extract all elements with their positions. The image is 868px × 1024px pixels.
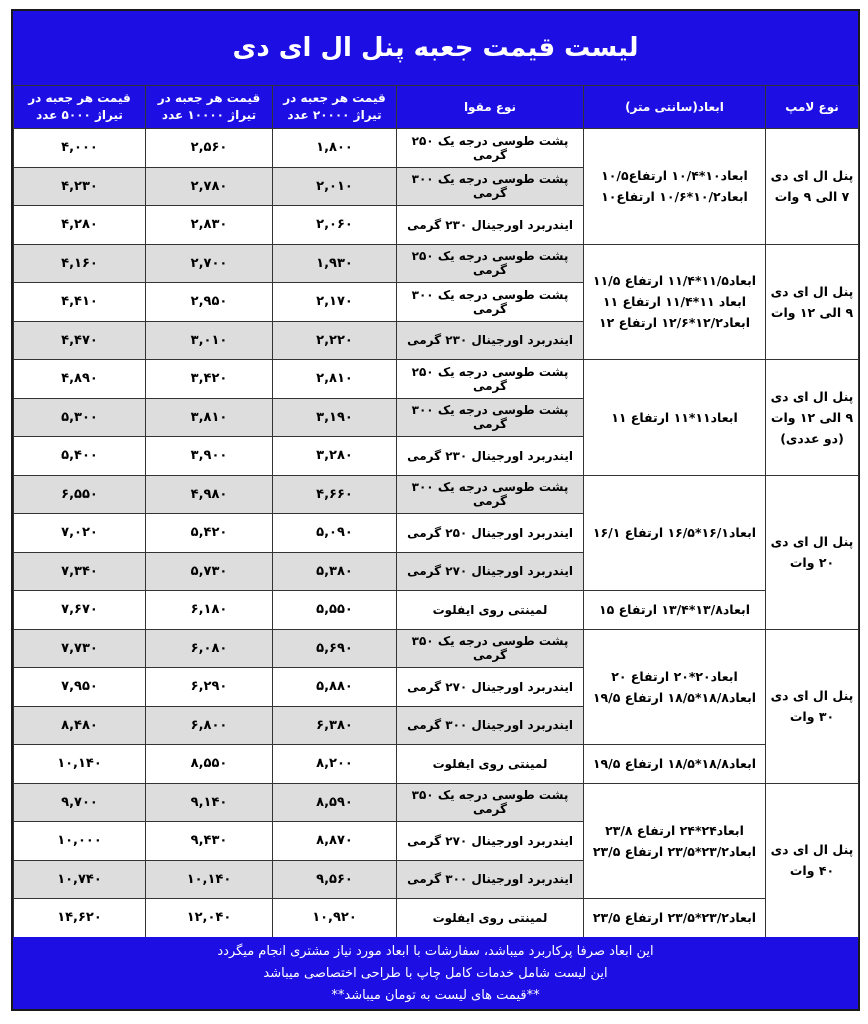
- price-10000-cell: ۴,۹۸۰: [146, 475, 273, 514]
- header-price-10000: قیمت هر جعبه در تیراژ ۱۰۰۰۰ عدد: [146, 86, 273, 129]
- table-row: [14, 244, 859, 283]
- price-10000-cell: ۲,۹۵۰: [146, 283, 273, 322]
- lamp-type-cell: پنل ال ای دی ۹ الی ۱۲ وات (دو عددی): [766, 360, 859, 476]
- dimensions-cell: ابعاد۱۱/۵*۱۱/۴ ارتفاع ۱۱/۵ ابعاد ۱۱*۱۱/۴ ارتفاع ۱۱ ابعاد۱۲/۲*۱۲/۶ ارتفاع ۱۲: [584, 244, 766, 360]
- price-10000-cell: ۶,۲۹۰: [146, 668, 273, 707]
- material-cell: ایندربرد اورجینال ۲۳۰ گرمی: [397, 206, 584, 245]
- material-cell: ایندربرد اورجینال ۲۷۰ گرمی: [397, 552, 584, 591]
- price-10000-cell: ۲,۵۶۰: [146, 129, 273, 168]
- price-20000-cell: ۸,۸۷۰: [273, 822, 397, 861]
- price-5000-cell: ۴,۲۳۰: [14, 167, 146, 206]
- price-20000-cell: ۵,۰۹۰: [273, 514, 397, 553]
- price-20000-cell: ۸,۵۹۰: [273, 783, 397, 822]
- price-20000-cell: ۵,۳۸۰: [273, 552, 397, 591]
- material-cell: پشت طوسی درجه یک ۳۰۰ گرمی: [397, 167, 584, 206]
- price-20000-cell: ۲,۸۱۰: [273, 360, 397, 399]
- price-5000-cell: ۱۰,۱۴۰: [14, 745, 146, 784]
- table-row: [14, 629, 859, 668]
- material-cell: پشت طوسی درجه یک ۳۰۰ گرمی: [397, 283, 584, 322]
- price-20000-cell: ۱,۹۳۰: [273, 244, 397, 283]
- material-cell: ایندربرد اورجینال ۲۷۰ گرمی: [397, 822, 584, 861]
- price-10000-cell: ۳,۹۰۰: [146, 437, 273, 476]
- price-5000-cell: ۷,۳۴۰: [14, 552, 146, 591]
- dimensions-cell: ابعاد۱۳/۸*۱۳/۴ ارتفاع ۱۵: [584, 591, 766, 630]
- lamp-type-cell: پنل ال ای دی ۷ الی ۹ وات: [766, 129, 859, 245]
- footer-note-services: این لیست شامل خدمات کامل چاپ با طراحی اختصاصی میباشد: [263, 966, 608, 981]
- price-10000-cell: ۱۲,۰۴۰: [146, 899, 273, 938]
- dimensions-cell: ابعاد۲۳/۲*۲۳/۵ ارتفاع ۲۳/۵: [584, 899, 766, 938]
- material-cell: لمینتی روی ایفلوت: [397, 591, 584, 630]
- price-20000-cell: ۱,۸۰۰: [273, 129, 397, 168]
- price-10000-cell: ۱۰,۱۴۰: [146, 860, 273, 899]
- dimensions-cell: ابعاد۱۰*۱۰/۴ ارتفاع۱۰/۵ ابعاد۱۰/۲*۱۰/۶ ارتفاع۱۰: [584, 129, 766, 245]
- price-5000-cell: ۱۰,۰۰۰: [14, 822, 146, 861]
- price-20000-cell: ۲,۰۶۰: [273, 206, 397, 245]
- price-20000-cell: ۹,۵۶۰: [273, 860, 397, 899]
- lamp-type-cell: پنل ال ای دی ۲۰ وات: [766, 475, 859, 629]
- dimensions-cell: ابعاد۲۴*۲۴ ارتفاع ۲۳/۸ ابعاد۲۳/۲*۲۳/۵ ارتفاع ۲۳/۵: [584, 783, 766, 899]
- material-cell: پشت طوسی درجه یک ۳۰۰ گرمی: [397, 398, 584, 437]
- price-5000-cell: ۵,۳۰۰: [14, 398, 146, 437]
- price-10000-cell: ۳,۸۱۰: [146, 398, 273, 437]
- price-20000-cell: ۳,۲۸۰: [273, 437, 397, 476]
- price-5000-cell: ۱۰,۷۴۰: [14, 860, 146, 899]
- price-10000-cell: ۹,۱۴۰: [146, 783, 273, 822]
- material-cell: پشت طوسی درجه یک ۳۵۰ گرمی: [397, 783, 584, 822]
- price-10000-cell: ۹,۴۳۰: [146, 822, 273, 861]
- material-cell: ایندربرد اورجینال ۳۰۰ گرمی: [397, 860, 584, 899]
- price-20000-cell: ۳,۱۹۰: [273, 398, 397, 437]
- table-row: [14, 475, 859, 514]
- price-20000-cell: ۵,۸۸۰: [273, 668, 397, 707]
- price-5000-cell: ۷,۰۲۰: [14, 514, 146, 553]
- price-20000-cell: ۵,۵۵۰: [273, 591, 397, 630]
- material-cell: لمینتی روی ایفلوت: [397, 745, 584, 784]
- price-10000-cell: ۵,۷۳۰: [146, 552, 273, 591]
- footer-note-dimensions: این ابعاد صرفا پرکاربرد میباشد، سفارشات با ابعاد مورد نیاز مشتری انجام میگردد: [217, 944, 654, 959]
- price-5000-cell: ۵,۴۰۰: [14, 437, 146, 476]
- material-cell: لمینتی روی ایفلوت: [397, 899, 584, 938]
- table-row: [14, 745, 859, 784]
- price-20000-cell: ۱۰,۹۲۰: [273, 899, 397, 938]
- price-20000-cell: ۲,۲۲۰: [273, 321, 397, 360]
- material-cell: ایندربرد اورجینال ۲۵۰ گرمی: [397, 514, 584, 553]
- material-cell: ایندربرد اورجینال ۲۳۰ گرمی: [397, 321, 584, 360]
- price-10000-cell: ۲,۷۸۰: [146, 167, 273, 206]
- price-10000-cell: ۳,۴۲۰: [146, 360, 273, 399]
- price-10000-cell: ۲,۷۰۰: [146, 244, 273, 283]
- price-5000-cell: ۹,۷۰۰: [14, 783, 146, 822]
- footer-note-currency: **قیمت های لیست به تومان میباشد**: [331, 988, 540, 1003]
- price-10000-cell: ۵,۴۲۰: [146, 514, 273, 553]
- price-10000-cell: ۶,۱۸۰: [146, 591, 273, 630]
- price-20000-cell: ۲,۱۷۰: [273, 283, 397, 322]
- header-material: نوع مقوا: [397, 86, 584, 129]
- price-5000-cell: ۷,۶۷۰: [14, 591, 146, 630]
- price-20000-cell: ۲,۰۱۰: [273, 167, 397, 206]
- material-cell: پشت طوسی درجه یک ۲۵۰ گرمی: [397, 129, 584, 168]
- price-10000-cell: ۶,۸۰۰: [146, 706, 273, 745]
- price-20000-cell: ۶,۳۸۰: [273, 706, 397, 745]
- price-5000-cell: ۷,۷۳۰: [14, 629, 146, 668]
- table-row: [14, 783, 859, 822]
- table-row: [14, 360, 859, 399]
- price-10000-cell: ۳,۰۱۰: [146, 321, 273, 360]
- price-5000-cell: ۴,۸۹۰: [14, 360, 146, 399]
- material-cell: پشت طوسی درجه یک ۲۵۰ گرمی: [397, 360, 584, 399]
- table-header-row: [14, 86, 859, 129]
- lamp-type-cell: پنل ال ای دی ۹ الی ۱۲ وات: [766, 244, 859, 360]
- page-title: لیست قیمت جعبه پنل ال ای دی: [13, 11, 858, 85]
- price-5000-cell: ۸,۴۸۰: [14, 706, 146, 745]
- material-cell: ایندربرد اورجینال ۲۳۰ گرمی: [397, 437, 584, 476]
- lamp-type-cell: پنل ال ای دی ۴۰ وات: [766, 783, 859, 937]
- material-cell: پشت طوسی درجه یک ۳۰۰ گرمی: [397, 475, 584, 514]
- footer-notes: [13, 937, 858, 1009]
- table-row: [14, 591, 859, 630]
- dimensions-cell: ابعاد۱۸/۸*۱۸/۵ ارتفاع ۱۹/۵: [584, 745, 766, 784]
- price-5000-cell: ۴,۰۰۰: [14, 129, 146, 168]
- price-20000-cell: ۸,۲۰۰: [273, 745, 397, 784]
- price-5000-cell: ۶,۵۵۰: [14, 475, 146, 514]
- dimensions-cell: ابعاد۱۱*۱۱ ارتفاع ۱۱: [584, 360, 766, 476]
- material-cell: پشت طوسی درجه یک ۲۵۰ گرمی: [397, 244, 584, 283]
- price-10000-cell: ۸,۵۵۰: [146, 745, 273, 784]
- table-row: [14, 129, 859, 168]
- table-row: [14, 899, 859, 938]
- price-10000-cell: ۶,۰۸۰: [146, 629, 273, 668]
- lamp-type-cell: پنل ال ای دی ۳۰ وات: [766, 629, 859, 783]
- price-20000-cell: ۵,۶۹۰: [273, 629, 397, 668]
- price-20000-cell: ۴,۶۶۰: [273, 475, 397, 514]
- dimensions-cell: ابعاد۲۰*۲۰ ارتفاع ۲۰ ابعاد۱۸/۸*۱۸/۵ ارتفاع ۱۹/۵: [584, 629, 766, 745]
- header-lamp-type: نوع لامپ: [766, 86, 859, 129]
- material-cell: ایندربرد اورجینال ۲۷۰ گرمی: [397, 668, 584, 707]
- price-10000-cell: ۲,۸۳۰: [146, 206, 273, 245]
- price-5000-cell: ۱۴,۶۲۰: [14, 899, 146, 938]
- price-5000-cell: ۴,۲۸۰: [14, 206, 146, 245]
- material-cell: پشت طوسی درجه یک ۳۵۰ گرمی: [397, 629, 584, 668]
- price-5000-cell: ۷,۹۵۰: [14, 668, 146, 707]
- price-table: [13, 85, 859, 938]
- header-price-5000: قیمت هر جعبه در تیراژ ۵۰۰۰ عدد: [14, 86, 146, 129]
- price-5000-cell: ۴,۱۶۰: [14, 244, 146, 283]
- dimensions-cell: ابعاد۱۶/۱*۱۶/۵ ارتفاع ۱۶/۱: [584, 475, 766, 591]
- material-cell: ایندربرد اورجینال ۳۰۰ گرمی: [397, 706, 584, 745]
- header-dimensions: ابعاد(سانتی متر): [584, 86, 766, 129]
- header-price-20000: قیمت هر جعبه در تیراژ ۲۰۰۰۰ عدد: [273, 86, 397, 129]
- price-5000-cell: ۴,۴۱۰: [14, 283, 146, 322]
- price-5000-cell: ۴,۴۷۰: [14, 321, 146, 360]
